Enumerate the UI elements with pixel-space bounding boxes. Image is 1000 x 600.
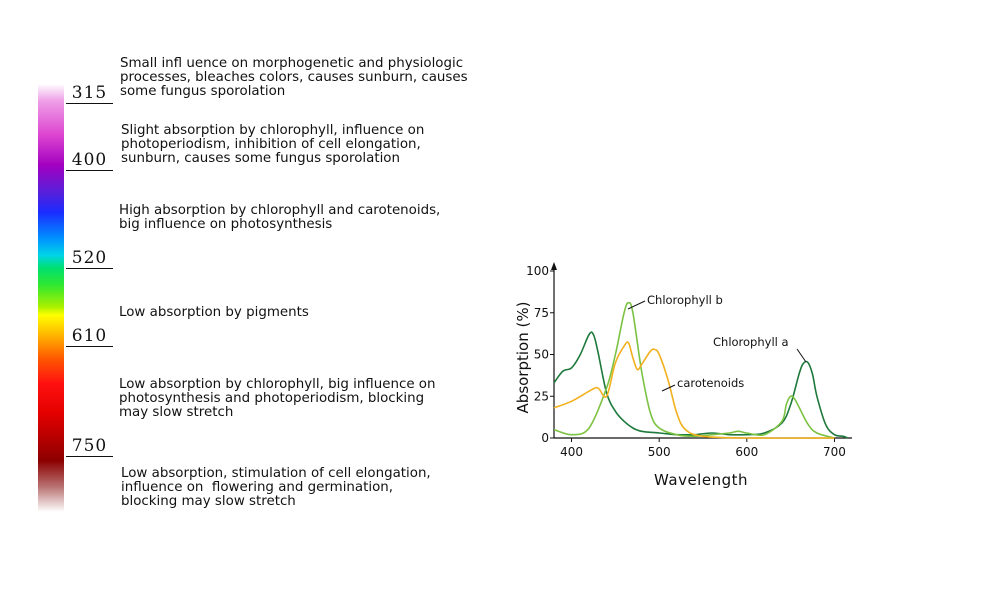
wavelength-label-400: 400 (66, 151, 113, 171)
y-tick-label: 0 (541, 431, 549, 445)
wavelength-label-610: 610 (66, 327, 113, 347)
x-axis-title: Wavelength (654, 471, 748, 489)
wavelength-label-750: 750 (66, 437, 113, 457)
leader-line-chlorophyll-a (797, 349, 806, 362)
y-tick-label: 25 (533, 389, 549, 404)
series-line-chlorophyll-b (554, 303, 835, 438)
wavelength-label-520: 520 (66, 249, 113, 269)
series-label-carotenoids: carotenoids (677, 376, 745, 390)
series-line-carotenoids (554, 342, 835, 438)
description-green-yellow: Low absorption by pigments (119, 305, 309, 320)
y-axis-title: Absorption (%) (514, 301, 532, 414)
description-red: Low absorption by chlorophyll, big influence on photosynthesis and photoperiodism, blocking may slow stretch (119, 377, 436, 420)
y-axis-arrow (551, 262, 557, 270)
leader-line-carotenoids (662, 385, 675, 391)
x-tick-label: 700 (823, 445, 846, 459)
y-tick-label: 75 (533, 305, 549, 320)
description-violet: Slight absorption by chlorophyll, influence on photoperiodism, inhibition of cell elongation, sunburn, causes some fungus sporolation (121, 123, 425, 166)
x-tick-label: 600 (735, 445, 759, 459)
x-tick-label: 400 (560, 445, 583, 459)
wavelength-label-315: 315 (66, 84, 113, 104)
chart-annotations (628, 293, 806, 391)
y-tick-label: 50 (533, 347, 549, 362)
series-label-chlorophyll-b: Chlorophyll b (647, 293, 723, 307)
x-tick-label: 500 (647, 445, 671, 459)
chart-series (554, 303, 848, 438)
description-far-red: Low absorption, stimulation of cell elongation, influence on flowering and germination, blocking may slow stretch (121, 466, 431, 509)
description-blue: High absorption by chlorophyll and carotenoids, big influence on photosynthesis (119, 203, 441, 232)
series-label-chlorophyll-a: Chlorophyll a (713, 335, 789, 349)
y-tick-label: 100 (526, 264, 549, 278)
description-uv: Small infl uence on morphogenetic and physiologic processes, bleaches colors, causes sunburn, causes some fungus sporolation (120, 56, 468, 99)
